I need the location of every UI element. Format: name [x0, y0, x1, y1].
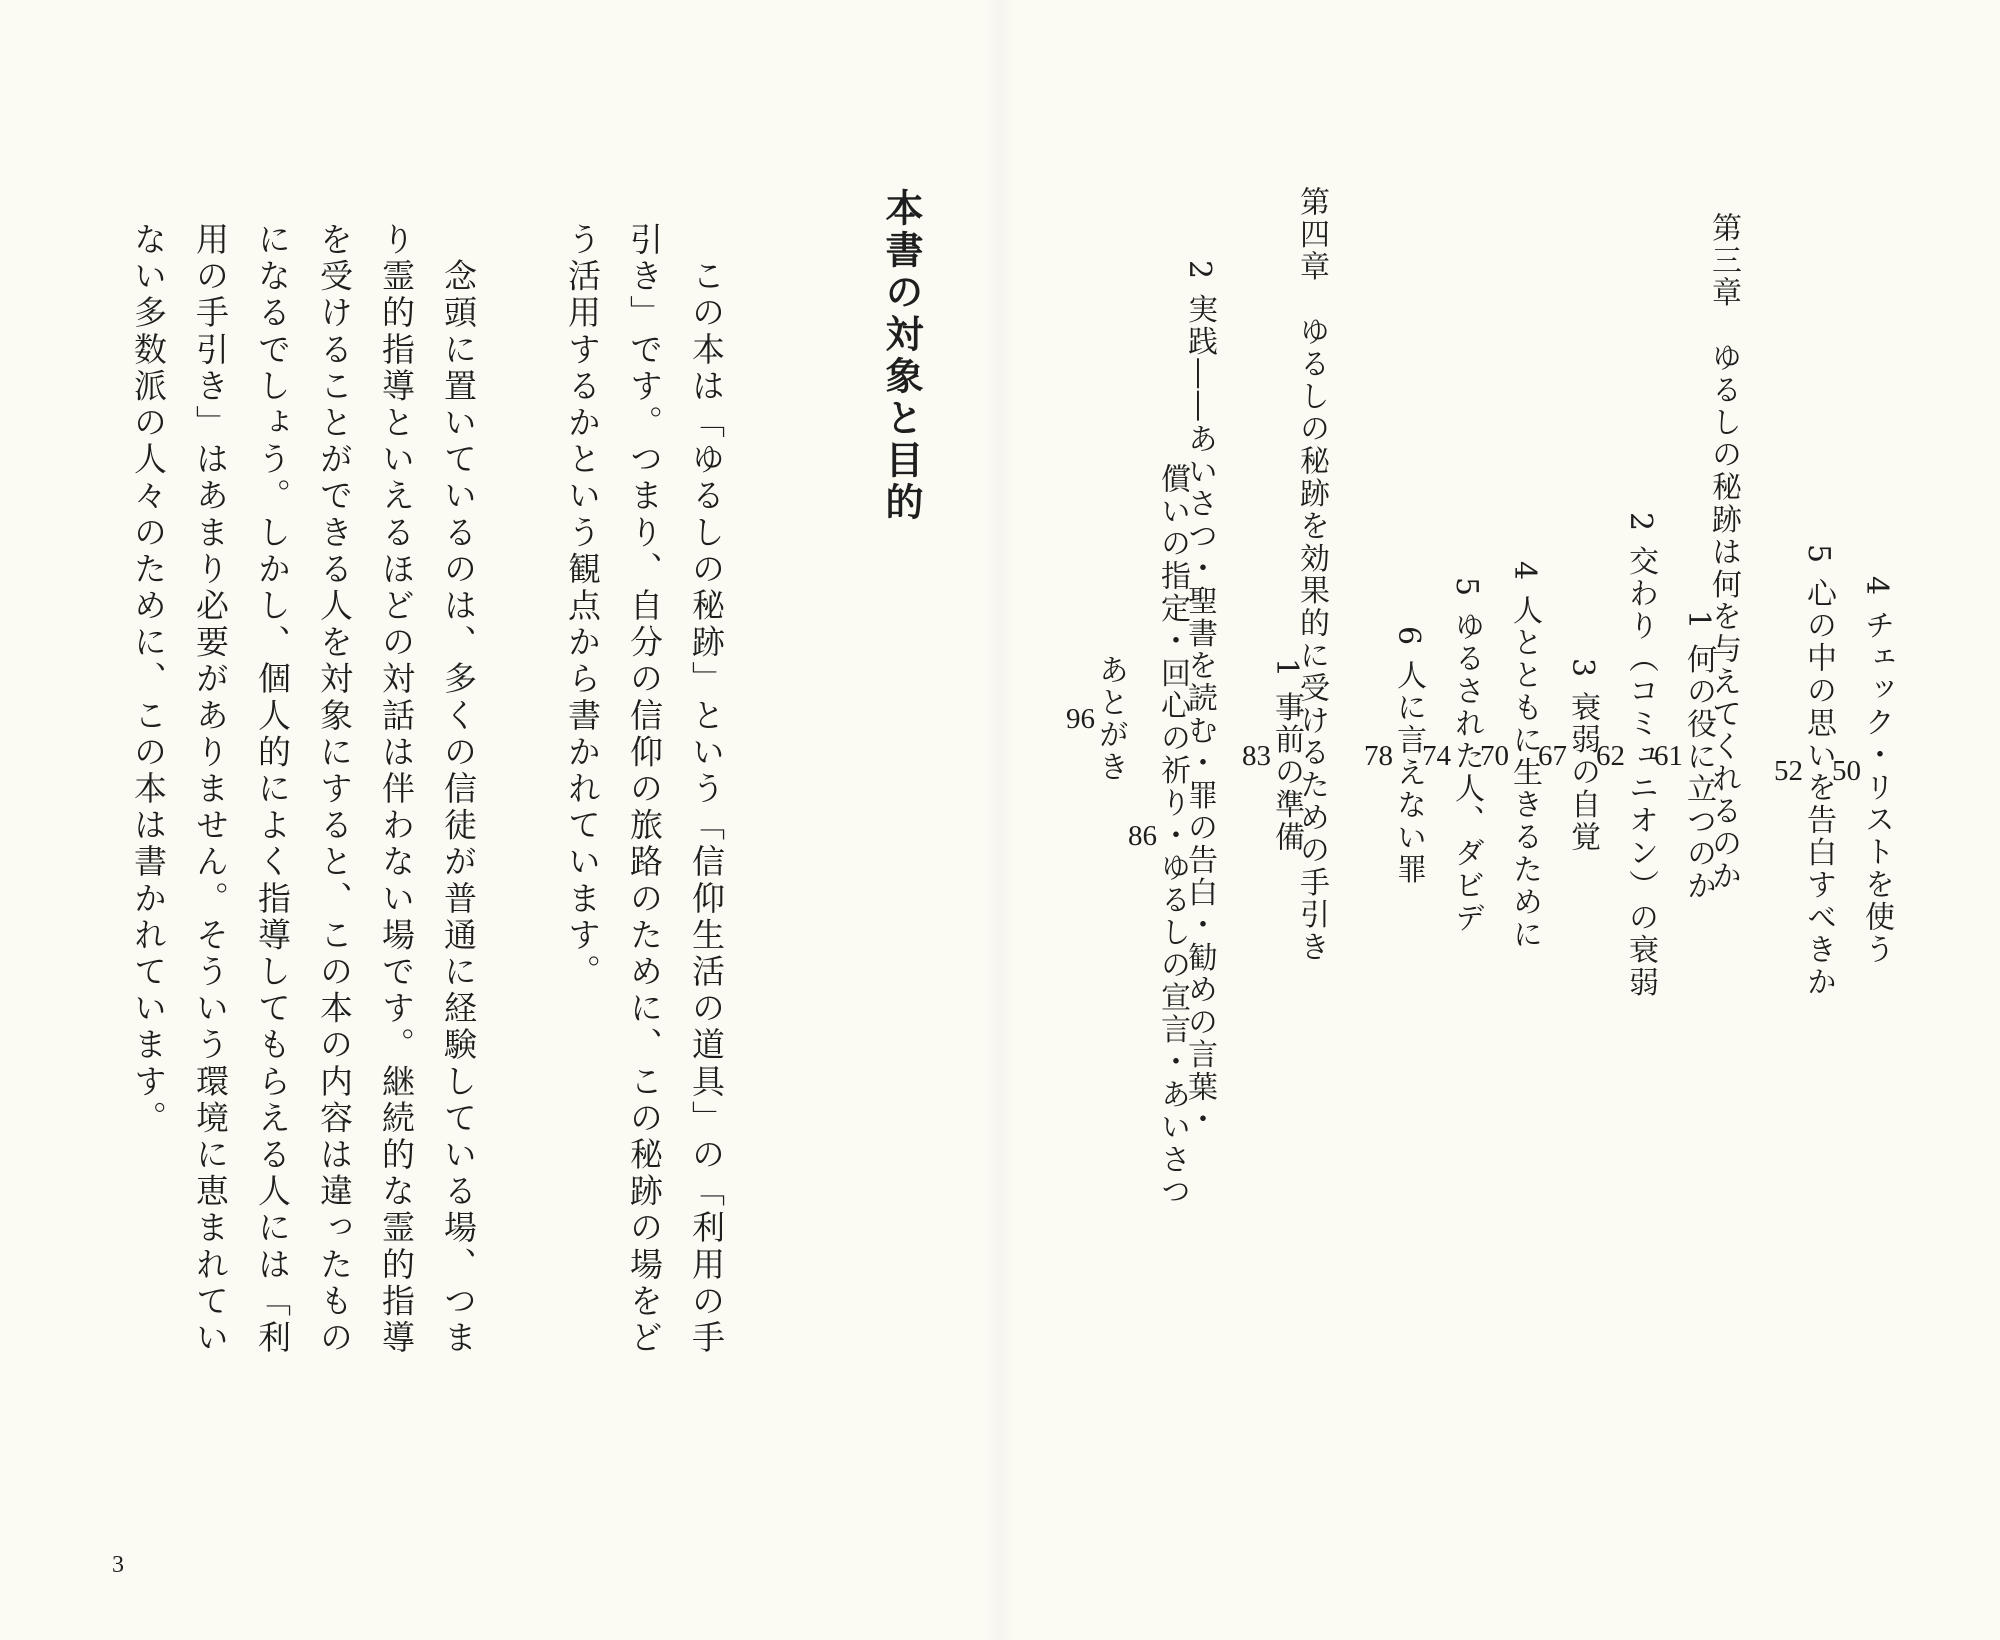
toc-chapter-title: 第四章 ゆるしの秘跡を効果的に受けるための手引き [1294, 186, 1329, 964]
toc-entry-page: 62 [1596, 739, 1625, 772]
body-text-line: 念頭に置いているのは、多くの信徒が普通に経験している場、つま [439, 222, 478, 1357]
toc-chapter-title: 第三章 ゆるしの秘跡は何を与えてくれるのか [1706, 212, 1741, 893]
toc-entry-title: 2 交わり（コミュニオン）の衰弱 [1623, 512, 1658, 1000]
toc-entry [1422, 260, 1484, 1252]
toc-entry-title: 4 人とともに生きるために [1507, 561, 1542, 951]
toc-entry-title: 1 何の役に立つのか [1681, 609, 1716, 903]
body-text-line: り霊的指導といえるほどの対話は伴わない場です。継続的な霊的指導 [377, 222, 416, 1357]
toc-entry [1480, 260, 1542, 1252]
toc-entry-title: 償いの指定・回心の祈り・ゆるしの宣言・あいさつ [1155, 463, 1190, 1209]
page-gutter [986, 0, 1014, 1640]
toc-entry [1242, 260, 1304, 1252]
toc-entry [1654, 260, 1716, 1252]
toc-entry [1538, 260, 1600, 1252]
toc-entry-page: 96 [1066, 702, 1095, 735]
body-text-line: を受けることができる人を対象にすると、この本の内容は違ったもの [315, 222, 354, 1357]
body-text-line: になるでしょう。しかし、個人的によく指導してもらえる人には「利 [253, 222, 292, 1357]
toc-entry-page: 50 [1832, 754, 1861, 787]
toc-entry-page: 52 [1774, 754, 1803, 787]
toc-entry-page: 67 [1538, 739, 1567, 772]
toc-entry-page: 61 [1654, 739, 1683, 772]
page-number: 3 [112, 1552, 124, 1578]
toc-entry [1596, 260, 1658, 1252]
toc-entry-title: 5 心の中の思いを告白すべきか [1801, 543, 1836, 999]
toc-entry-page: 83 [1242, 739, 1271, 772]
toc-entry [1128, 420, 1190, 1252]
body-text-line: 引き」です。つまり、自分の信仰の旅路のために、この秘跡の場をど [625, 222, 664, 1357]
toc-entry-title: 5 ゆるされた人、ダビデ [1449, 577, 1484, 935]
body-text-line: この本は「ゆるしの秘跡」という「信仰生活の道具」の「利用の手 [687, 222, 726, 1357]
toc-entry-title: 1 事前の準備 [1269, 658, 1304, 854]
toc-entry-page: 70 [1480, 739, 1509, 772]
toc-entry-page: 74 [1422, 739, 1451, 772]
toc-entry-page: 86 [1128, 819, 1157, 852]
toc-entry [1066, 186, 1128, 1252]
body-text-line: ない多数派の人々のために、この本は書かれています。 [129, 222, 168, 1137]
body-text-line: う活用するかという観点から書かれています。 [563, 222, 602, 991]
toc-entry-title: 3 衰弱の自覚 [1565, 658, 1600, 854]
toc-entry-title: 2 実践――あいさつ・聖書を読む・罪の告白・勧めの言葉・ [1182, 260, 1217, 1136]
section-heading: 本書の対象と目的 [879, 188, 923, 524]
toc-entry-title: あとがき [1093, 654, 1128, 784]
toc-entry [1832, 290, 1894, 1252]
toc-entry-page: 78 [1364, 739, 1393, 772]
toc-entry [1774, 290, 1836, 1252]
toc-entry [1364, 260, 1426, 1252]
toc-entry-title: 6 人に言えない罪 [1391, 625, 1426, 887]
toc-entry-title: 4 チェック・リストを使う [1859, 576, 1894, 966]
body-text-line: 用の手引き」はあまり必要がありません。そういう環境に恵まれてい [191, 222, 230, 1357]
